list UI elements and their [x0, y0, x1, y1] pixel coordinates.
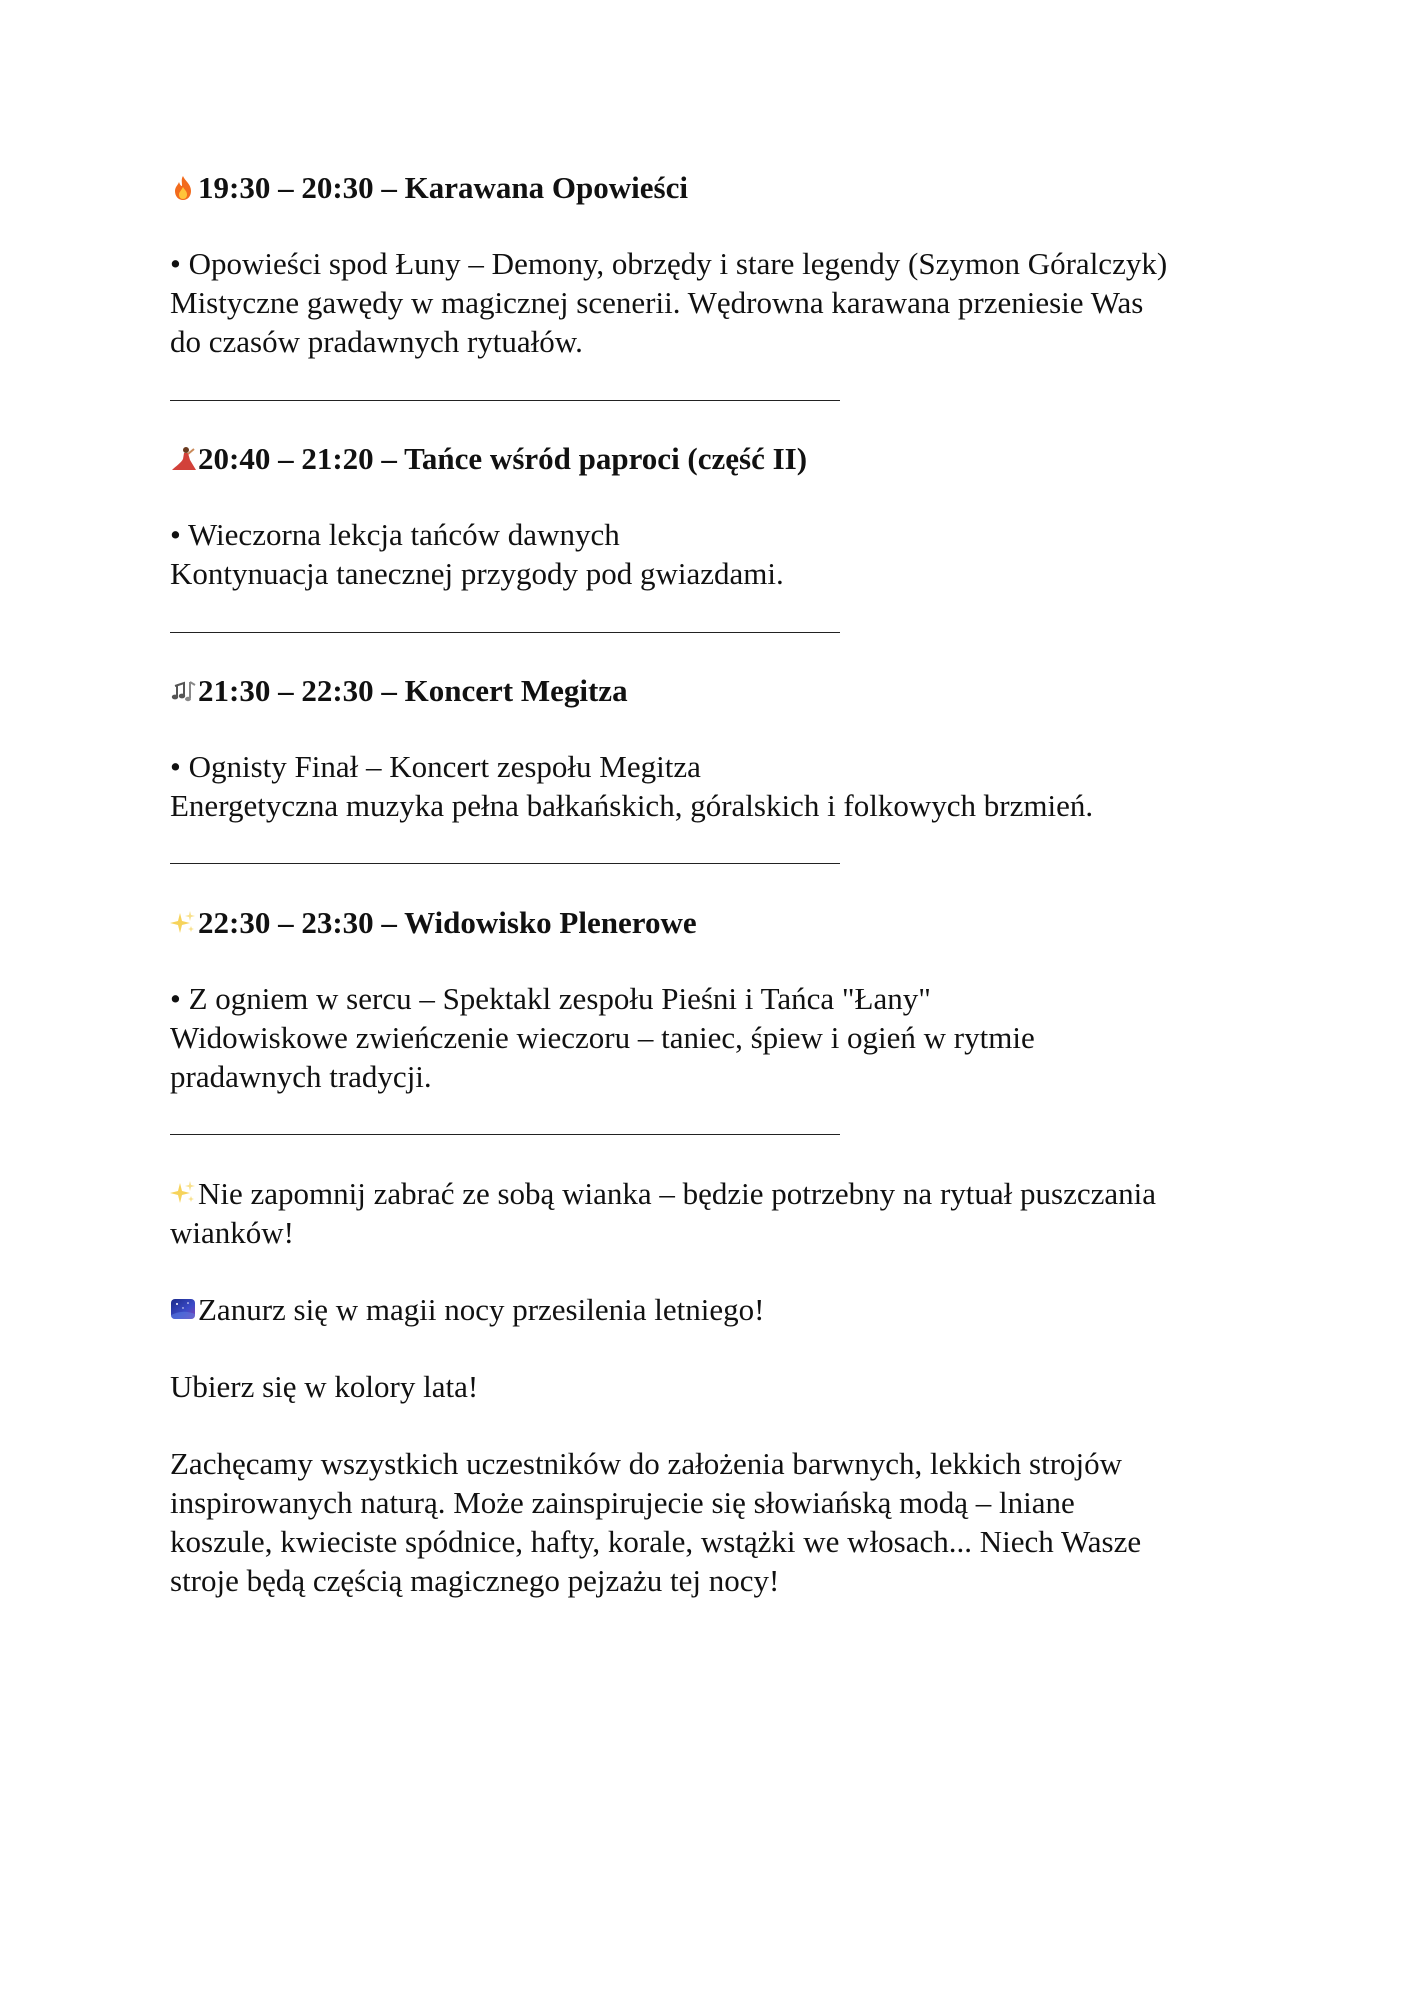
description-line: • Ognisty Finał – Koncert zespołu Megitza — [170, 749, 701, 784]
description-line: Mistyczne gawędy w magicznej scenerii. Wędrowna karawana przeniesie Was — [170, 285, 1144, 320]
music-notes-icon — [170, 678, 196, 704]
description-line: do czasów pradawnych rytuałów. — [170, 324, 583, 359]
program-item-heading — [170, 439, 1260, 479]
note-line: wianków! — [170, 1215, 294, 1250]
description-line: • Opowieści spod Łuny – Demony, obrzędy i stare legendy (Szymon Góralczyk) — [170, 246, 1168, 281]
program-item-heading — [170, 903, 1260, 943]
note-text: Zanurz się w magii nocy przesilenia letniego! — [198, 1292, 765, 1327]
program-item-description — [170, 244, 1260, 361]
program-item-karawana — [170, 168, 1260, 361]
program-item-heading — [170, 671, 1260, 711]
night-sky-icon — [170, 1296, 196, 1322]
heading-text: 22:30 – 23:30 – Widowisko Plenerowe — [198, 905, 697, 940]
separator-line — [170, 1134, 840, 1135]
heading-text: 20:40 – 21:20 – Tańce wśród paproci (część II) — [198, 441, 808, 476]
program-item-description — [170, 515, 1260, 593]
separator-line — [170, 632, 840, 633]
program-item-description — [170, 979, 1260, 1096]
dress-code-title — [170, 1367, 1260, 1406]
wreath-reminder — [170, 1174, 1260, 1252]
description-line: • Wieczorna lekcja tańców dawnych — [170, 517, 620, 552]
program-item-tance — [170, 439, 1260, 593]
program-item-heading — [170, 168, 1260, 208]
paragraph-line: Zachęcamy wszystkich uczestników do założenia barwnych, lekkich strojów — [170, 1446, 1123, 1481]
program-item-widowisko — [170, 903, 1260, 1096]
dancer-icon — [170, 446, 196, 472]
description-line: pradawnych tradycji. — [170, 1059, 432, 1094]
dress-code-paragraph — [170, 1444, 1260, 1600]
description-line: Widowiskowe zwieńczenie wieczoru – taniec, śpiew i ogień w rytmie — [170, 1020, 1035, 1055]
program-item-koncert — [170, 671, 1260, 825]
sparkles-icon — [170, 1180, 196, 1206]
fire-icon — [170, 175, 196, 201]
paragraph-line: koszule, kwieciste spódnice, hafty, korale, wstążki we włosach... Niech Wasze — [170, 1524, 1142, 1559]
sparkles-icon — [170, 910, 196, 936]
program-item-description — [170, 747, 1260, 825]
solstice-note — [170, 1290, 1260, 1329]
description-line: • Z ogniem w sercu – Spektakl zespołu Pieśni i Tańca "Łany" — [170, 981, 931, 1016]
separator-line — [170, 400, 840, 401]
note-line: Nie zapomnij zabrać ze sobą wianka – będzie potrzebny na rytuał puszczania — [198, 1176, 1156, 1211]
paragraph-line: inspirowanych naturą. Może zainspirujecie się słowiańską modą – lniane — [170, 1485, 1075, 1520]
heading-text: 19:30 – 20:30 – Karawana Opowieści — [198, 170, 688, 205]
separator-line — [170, 863, 840, 864]
description-line: Kontynuacja tanecznej przygody pod gwiazdami. — [170, 556, 784, 591]
description-line: Energetyczna muzyka pełna bałkańskich, góralskich i folkowych brzmień. — [170, 788, 1094, 823]
note-text: Ubierz się w kolory lata! — [170, 1369, 479, 1404]
paragraph-line: stroje będą częścią magicznego pejzażu tej nocy! — [170, 1563, 780, 1598]
heading-text: 21:30 – 22:30 – Koncert Megitza — [198, 673, 628, 708]
